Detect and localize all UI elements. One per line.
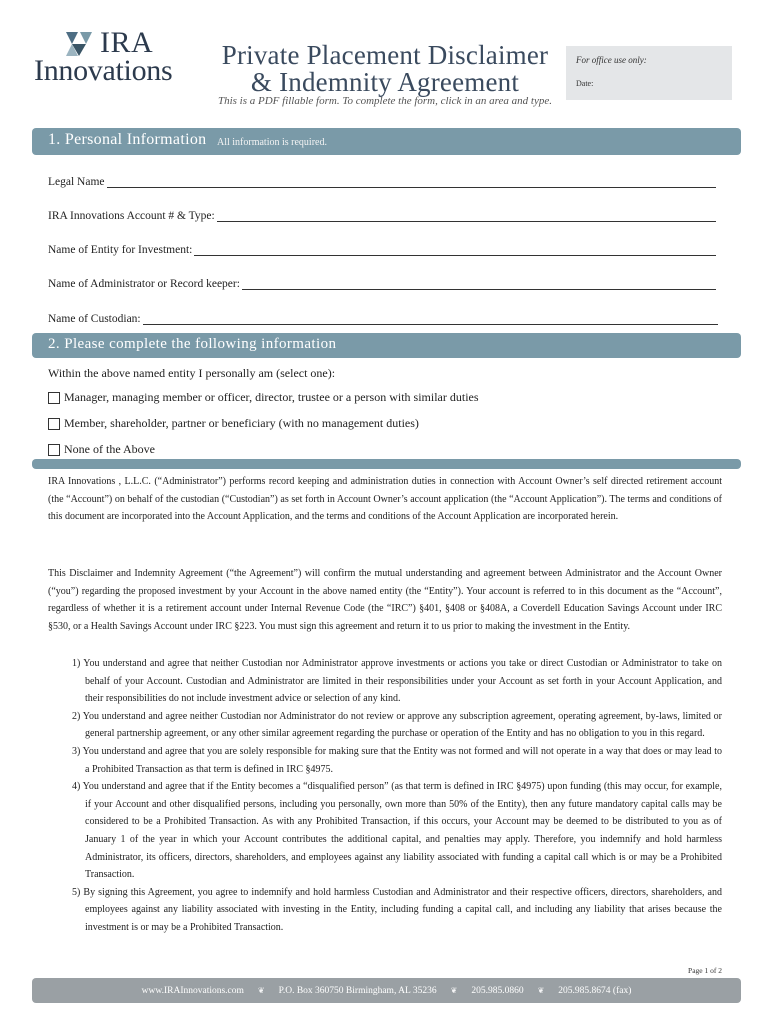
account-number-field (48, 210, 716, 222)
footer-website: www.IRAInnovations.com (141, 985, 244, 996)
agreement-term: 3) You understand and agree that you are solely responsible for making sure that the Entity was not formed and will not operate in a way that does or may lead to a Prohibited Transaction as that term is defined in IRC §4975. (72, 745, 722, 775)
agreement-term: 2) You understand and agree neither Custodian nor Administrator do not review or approve any subscription agreement, operating agreement, by-laws, limited or general partnership agreement, or any other similar agreement regarding the purchase or operation of the Entity and has no obligation to you in this regard. (72, 710, 722, 740)
agreement-term: 5) By signing this Agreement, you agree to indemnify and hold harmless Custodian and Administrator and their respective officers, directors, shareholders, and employees against any liability associated with investing in the Entity, including funding a capital call, and including any liability that arises because the investment is or may be a Prohibited Transaction. (72, 886, 722, 933)
office-date-label: Date: (576, 79, 594, 88)
footer-bar (32, 978, 741, 1003)
section-1-title: 1. Personal Information (48, 131, 207, 148)
custodian-name-label: Name of Custodian: (48, 313, 141, 325)
role-option-manager[interactable] (48, 390, 479, 405)
role-option-none[interactable] (48, 442, 155, 457)
agreement-paragraph-1: IRA Innovations , L.L.C. (“Administrator”) performs record keeping and administration duties in connection with Account Owner’s self directed retirement account (the “Account”) on behalf of the custodian (“Custodian”) as set forth in Account Owner’s account application (the “Account Application”). The terms and conditions of this document are incorporated into the Account Application, and the terms and conditions of the Account Application are incorporated herein. (48, 476, 722, 523)
administrator-name-field (48, 278, 716, 290)
title-line-2: & Indemnity Agreement (250, 67, 520, 97)
custodian-name-field (48, 313, 718, 325)
logo-text-innovations: Innovations (34, 54, 173, 87)
page-number: Page 1 of 2 (688, 966, 722, 975)
company-logo (34, 26, 204, 86)
footer-separator-icon: ❦ (257, 986, 265, 995)
footer-fax: 205.985.8674 (fax) (558, 985, 632, 996)
role-member-checkbox[interactable] (48, 418, 60, 430)
title-line-1: Private Placement Disclaimer (221, 40, 549, 70)
section-2-title: 2. Please complete the following information (48, 336, 337, 352)
role-option-member[interactable] (48, 416, 419, 431)
administrator-name-label: Name of Administrator or Record keeper: (48, 278, 240, 290)
form-instructions: This is a PDF fillable form. To complete the form, click in an area and type. (217, 95, 553, 107)
section-1-note: All information is required. (217, 137, 327, 148)
role-none-label: None of the Above (64, 442, 155, 456)
section-2-header (32, 333, 741, 358)
role-member-label: Member, shareholder, partner or beneficiary (with no management duties) (64, 416, 419, 430)
role-manager-label: Manager, managing member or officer, director, trustee or a person with similar duties (64, 390, 479, 404)
legal-name-label: Legal Name (48, 176, 105, 188)
legal-name-field (48, 176, 716, 188)
footer-separator-icon: ❦ (450, 986, 458, 995)
agreement-term: 1) You understand and agree that neither Custodian nor Administrator approve investments or actions you take or direct Custodian or Administrator to take on behalf of your Account. Custodian and Administrator are limited in their responsibilities under your Account as set forth in your Account Application, and their responsibilities do not include investment advice or selection of any kind. (72, 658, 722, 705)
entity-name-label: Name of Entity for Investment: (48, 244, 193, 256)
account-number-label: IRA Innovations Account # & Type: (48, 210, 215, 222)
custodian-name-input[interactable] (143, 313, 718, 325)
logo-text-ira: IRA (100, 26, 154, 59)
agreement-term: 4) You understand and agree that if the Entity becomes a “disqualified person” (as that term is defined in IRC §4975) upon funding (this may occur, for example, if your Account and other disqualified persons, including you personally, own more than 50% of the Entity), then any future mandatory capital calls may be considered to be a Prohibited Transaction. As with any Prohibited Transaction, if this occurs, your Account may be deemed to be distributed to you as of January 1 of the year in which your Account contributes the additional capital, and penalties may apply. Therefore, you indemnify and hold harmless Administrator, its officers, directors, shareholders, and employees against any liability associated with funding a capital call which is or may be a Prohibited Transaction. (72, 781, 722, 881)
section-divider-band (32, 459, 741, 469)
entity-name-field (48, 244, 716, 256)
office-use-label: For office use only: (576, 55, 647, 65)
footer-address: P.O. Box 360750 Birmingham, AL 35236 (278, 985, 437, 996)
legal-name-input[interactable] (107, 176, 716, 188)
office-use-box (566, 46, 732, 100)
section-1-header (32, 128, 741, 155)
role-none-checkbox[interactable] (48, 444, 60, 456)
entity-name-input[interactable] (194, 244, 716, 256)
administrator-name-input[interactable] (242, 278, 716, 290)
agreement-paragraph-2: This Disclaimer and Indemnity Agreement (“the Agreement”) will confirm the mutual understanding and agreement between Administrator and the Account Owner (“you”) regarding the proposed investment by your Account in the above named entity (the “Entity”). Your account is referred to in this document as the “Account”, regardless of whether it is a retirement account under Internal Revenue Code (the “IRC”) §401, §408 or §408A, a Coverdell Education Savings Account under IRC §530, or a Health Savings Account under IRC §223. You must sign this agreement and return it to us prior to making the investment in the Entity. (48, 568, 722, 632)
document-title (207, 42, 563, 96)
footer-separator-icon: ❦ (537, 986, 545, 995)
agreement-terms-list (48, 655, 722, 937)
role-question: Within the above named entity I personally am (select one): (48, 366, 336, 380)
role-manager-checkbox[interactable] (48, 392, 60, 404)
footer-phone: 205.985.0860 (471, 985, 524, 996)
account-number-input[interactable] (217, 210, 716, 222)
